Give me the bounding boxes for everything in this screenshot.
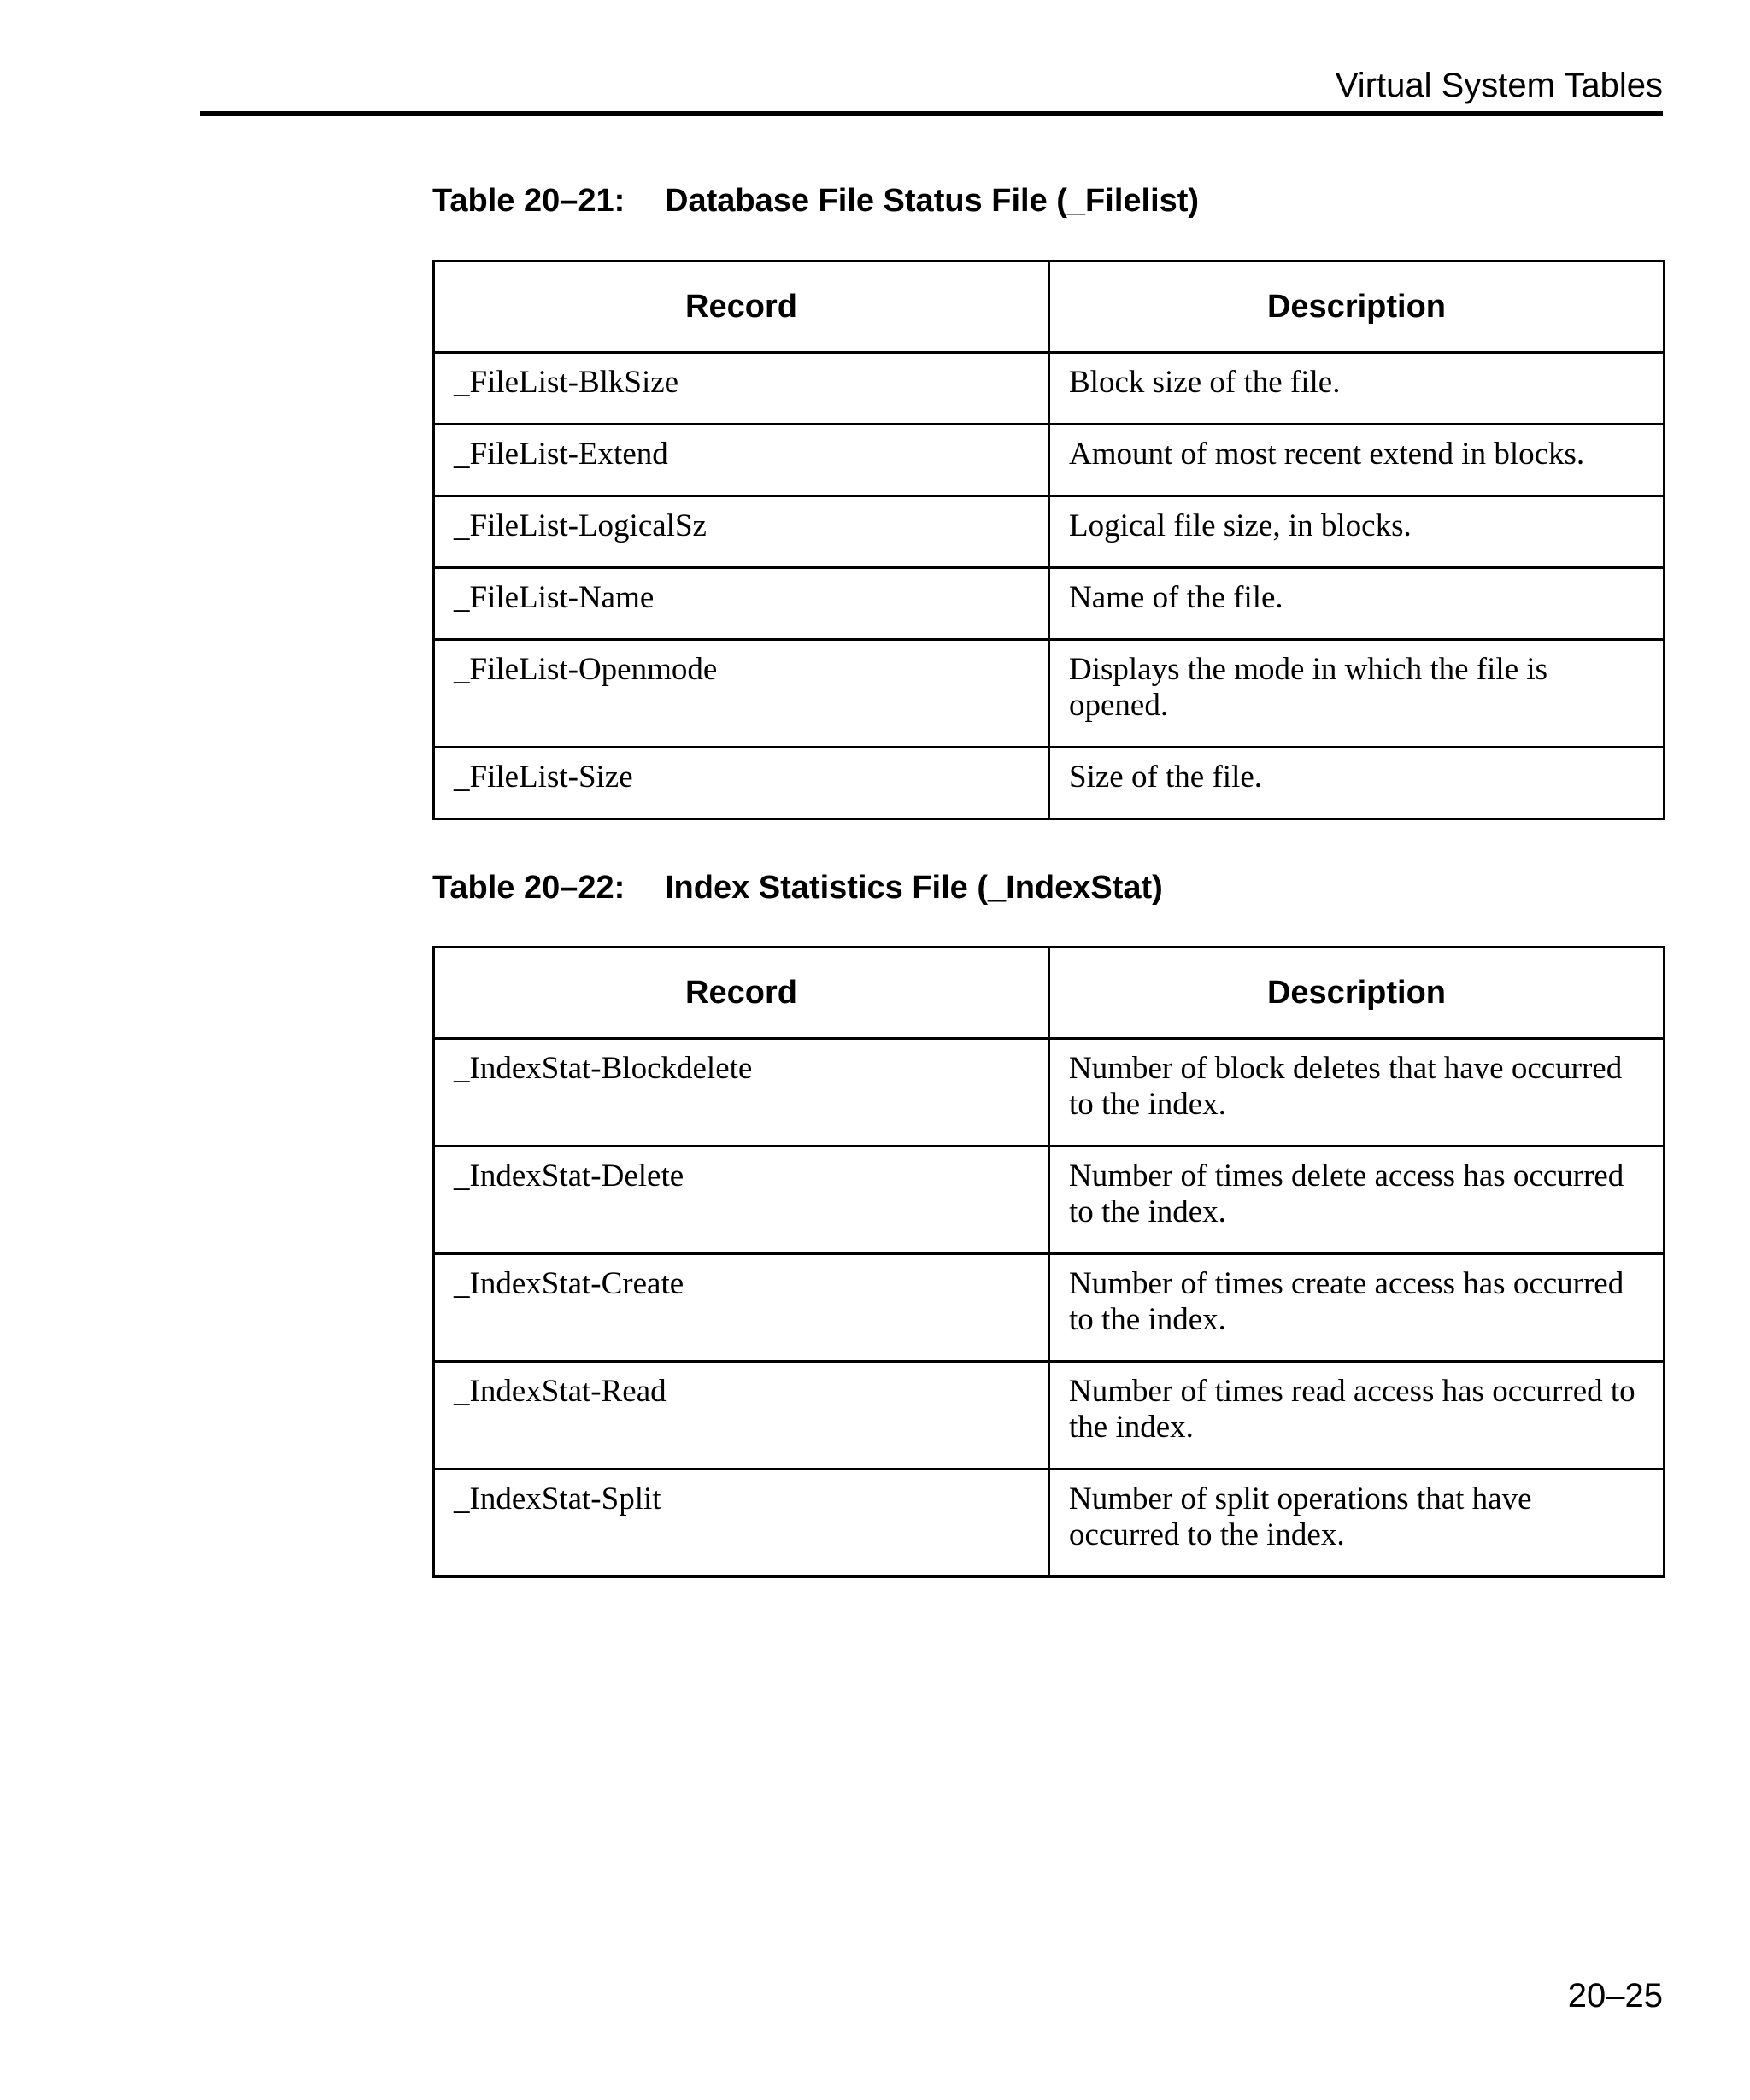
running-header-title: Virtual System Tables xyxy=(1335,67,1663,104)
table-caption xyxy=(432,871,1163,904)
table-number: Table 20–22: xyxy=(432,870,625,906)
column-header-description: Description xyxy=(1049,947,1665,1039)
table-row xyxy=(434,1362,1665,1469)
page-number: 20–25 xyxy=(1567,1977,1663,2015)
table-row xyxy=(434,1469,1665,1577)
indexstat-table xyxy=(432,946,1665,1578)
description-cell: Number of times read access has occurred to the index. xyxy=(1049,1362,1665,1469)
table-row xyxy=(434,1254,1665,1362)
column-header-description: Description xyxy=(1049,261,1665,353)
description-cell: Amount of most recent extend in blocks. xyxy=(1049,425,1665,496)
table-row xyxy=(434,425,1665,496)
record-cell: _FileList-Extend xyxy=(434,425,1049,496)
filelist-table xyxy=(432,260,1665,820)
table-row xyxy=(434,640,1665,748)
record-cell: _IndexStat-Delete xyxy=(434,1147,1049,1254)
column-header-record: Record xyxy=(434,947,1049,1039)
description-cell: Number of times delete access has occurred to the index. xyxy=(1049,1147,1665,1254)
table-row xyxy=(434,748,1665,819)
record-cell: _FileList-Size xyxy=(434,748,1049,819)
record-cell: _IndexStat-Split xyxy=(434,1469,1049,1577)
description-cell: Displays the mode in which the file is opened. xyxy=(1049,640,1665,748)
table-row xyxy=(434,496,1665,568)
table-caption xyxy=(432,185,1199,217)
table-header-row xyxy=(434,261,1665,353)
table-title: Database File Status File (_Filelist) xyxy=(665,183,1200,219)
running-header xyxy=(200,62,1663,116)
table-row xyxy=(434,1147,1665,1254)
record-cell: _FileList-LogicalSz xyxy=(434,496,1049,568)
table-number: Table 20–21: xyxy=(432,183,625,219)
column-header-record: Record xyxy=(434,261,1049,353)
record-cell: _FileList-BlkSize xyxy=(434,353,1049,425)
table-row xyxy=(434,568,1665,640)
record-cell: _FileList-Name xyxy=(434,568,1049,640)
table-row xyxy=(434,1039,1665,1147)
record-cell: _IndexStat-Create xyxy=(434,1254,1049,1362)
description-cell: Name of the file. xyxy=(1049,568,1665,640)
table-title: Index Statistics File (_IndexStat) xyxy=(665,870,1163,906)
description-cell: Number of times create access has occurred to the index. xyxy=(1049,1254,1665,1362)
table-row xyxy=(434,353,1665,425)
description-cell: Logical file size, in blocks. xyxy=(1049,496,1665,568)
description-cell: Number of block deletes that have occurred to the index. xyxy=(1049,1039,1665,1147)
table-header-row xyxy=(434,947,1665,1039)
record-cell: _IndexStat-Read xyxy=(434,1362,1049,1469)
record-cell: _IndexStat-Blockdelete xyxy=(434,1039,1049,1147)
description-cell: Block size of the file. xyxy=(1049,353,1665,425)
description-cell: Size of the file. xyxy=(1049,748,1665,819)
record-cell: _FileList-Openmode xyxy=(434,640,1049,748)
description-cell: Number of split operations that have occurred to the index. xyxy=(1049,1469,1665,1577)
